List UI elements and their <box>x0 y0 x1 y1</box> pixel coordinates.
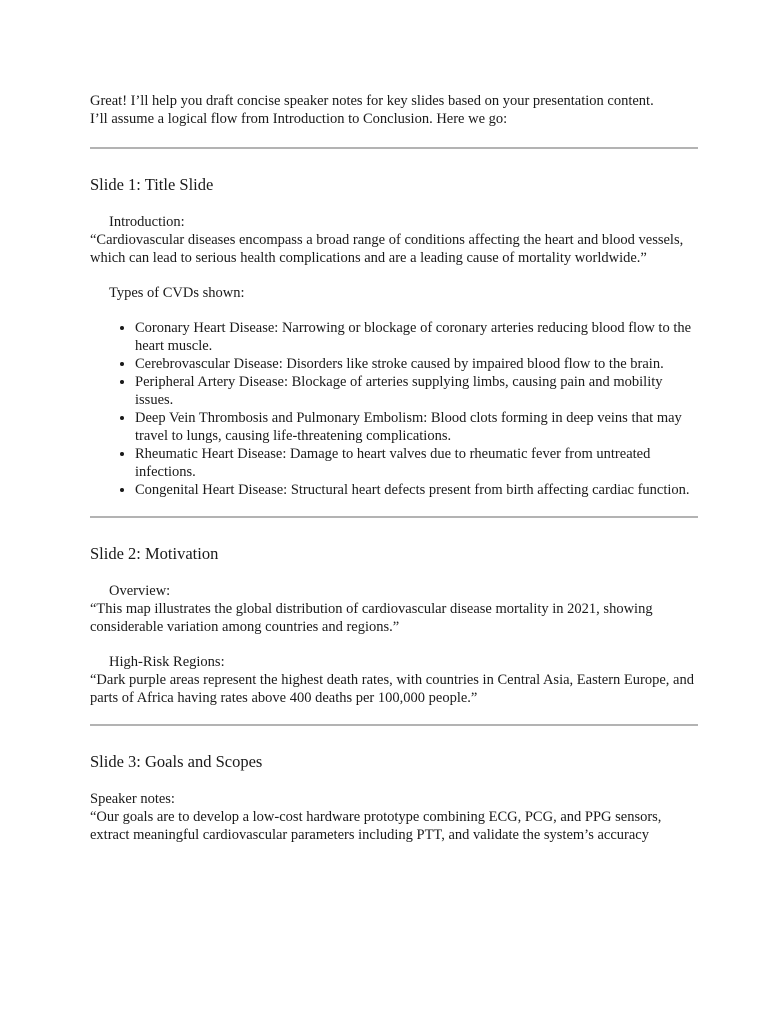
slide-2-overview <box>90 582 698 636</box>
intro-paragraph <box>90 92 698 128</box>
divider <box>90 516 698 518</box>
list-item: • Cerebrovascular Disease: Disorders like stroke caused by impaired blood flow to the brain. <box>135 355 698 373</box>
overview-label: Overview: <box>109 583 171 599</box>
high-risk-label: High-Risk Regions: <box>109 654 225 670</box>
slide-2-high-risk <box>90 653 698 707</box>
divider <box>90 147 698 149</box>
types-label: Types of CVDs shown: <box>109 285 245 301</box>
speaker-notes-label: Speaker notes: <box>90 791 175 807</box>
cvd-types-list <box>90 319 698 499</box>
high-risk-quote: “Dark purple areas represent the highest death rates, with countries in Central Asia, Eastern Europe, and parts of Africa having rates above 400 deaths per 100,000 people.” <box>90 672 694 706</box>
list-item: • Peripheral Artery Disease: Blockage of arteries supplying limbs, causing pain and mobility issues. <box>135 373 698 409</box>
list-item: • Deep Vein Thrombosis and Pulmonary Embolism: Blood clots forming in deep veins that may travel to lungs, causing life-threatening complications. <box>135 409 698 445</box>
slide-2-title: Slide 2: Motivation <box>90 544 219 563</box>
list-item: • Rheumatic Heart Disease: Damage to heart valves due to rheumatic fever from untreated infections. <box>135 445 698 481</box>
overview-quote: “This map illustrates the global distribution of cardiovascular disease mortality in 2021, showing considerable variation among countries and regions.” <box>90 601 653 635</box>
slide-3-notes <box>90 790 698 844</box>
slide-1-title: Slide 1: Title Slide <box>90 175 214 194</box>
speaker-notes-quote: “Our goals are to develop a low-cost hardware prototype combining ECG, PCG, and PPG sensors, extract meaningful cardiovascular parameters including PTT, and validate the system’s accuracy <box>90 809 662 843</box>
list-item: • Coronary Heart Disease: Narrowing or blockage of coronary arteries reducing blood flow to the heart muscle. <box>135 319 698 355</box>
intro-line-1: Great! I’ll help you draft concise speaker notes for key slides based on your presentation content. <box>90 93 654 109</box>
intro-line-2: I’ll assume a logical flow from Introduction to Conclusion. Here we go: <box>90 111 508 127</box>
slide-3-title: Slide 3: Goals and Scopes <box>90 752 263 771</box>
list-item: • Congenital Heart Disease: Structural heart defects present from birth affecting cardiac function. <box>135 481 698 499</box>
divider <box>90 724 698 726</box>
introduction-quote: “Cardiovascular diseases encompass a broad range of conditions affecting the heart and blood vessels, which can lead to serious health complications and are a leading cause of mortality worldwide.” <box>90 232 684 266</box>
slide-3-section <box>90 752 698 844</box>
document-page <box>90 92 698 844</box>
slide-1-introduction <box>90 213 698 267</box>
slide-2-section <box>90 544 698 707</box>
slide-1-section <box>90 175 698 499</box>
introduction-label: Introduction: <box>109 214 185 230</box>
